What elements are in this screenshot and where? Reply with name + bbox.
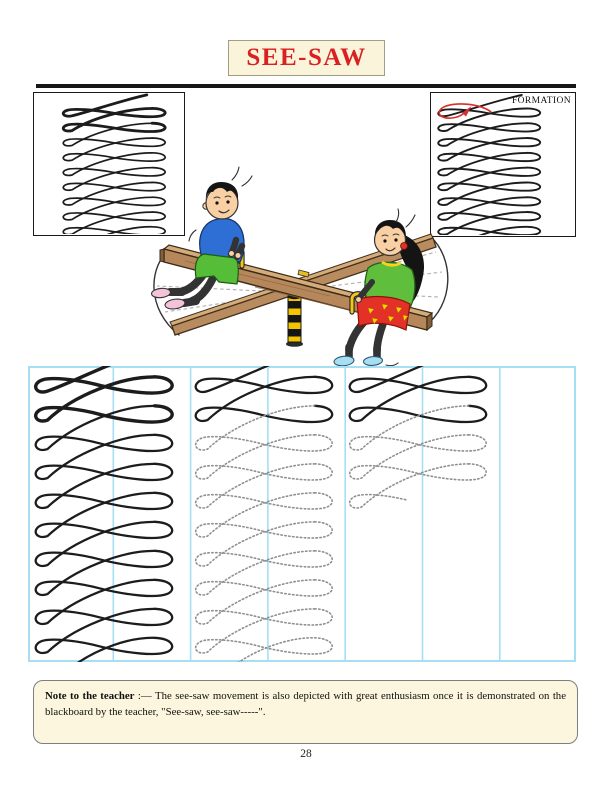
loop-row-traced	[196, 609, 332, 662]
pivot-pin	[298, 270, 309, 277]
practice-grid	[28, 366, 576, 662]
loop-row	[196, 366, 332, 393]
hair-bow	[401, 243, 408, 250]
page-title: SEE-SAW	[246, 44, 367, 71]
boy-figure	[151, 167, 252, 310]
page-number: 28	[300, 748, 312, 760]
teacher-note-box	[33, 680, 578, 744]
note-label: Note to the teacher	[45, 690, 135, 702]
girl-figure	[334, 209, 424, 368]
loop-row	[350, 366, 486, 393]
loop-row	[36, 366, 172, 393]
note-text: The see-saw movement is also depicted with great enthusiasm once it is demonstrated on the blackboard by the teacher, "See-saw, see-saw-----".	[45, 690, 567, 719]
pivot-post	[286, 294, 303, 347]
divider-rule	[36, 84, 576, 88]
seesaw-illustration	[145, 166, 475, 368]
title-box	[228, 40, 385, 76]
formation-label: FORMATION	[511, 96, 571, 106]
note-separator: :—	[134, 690, 155, 702]
